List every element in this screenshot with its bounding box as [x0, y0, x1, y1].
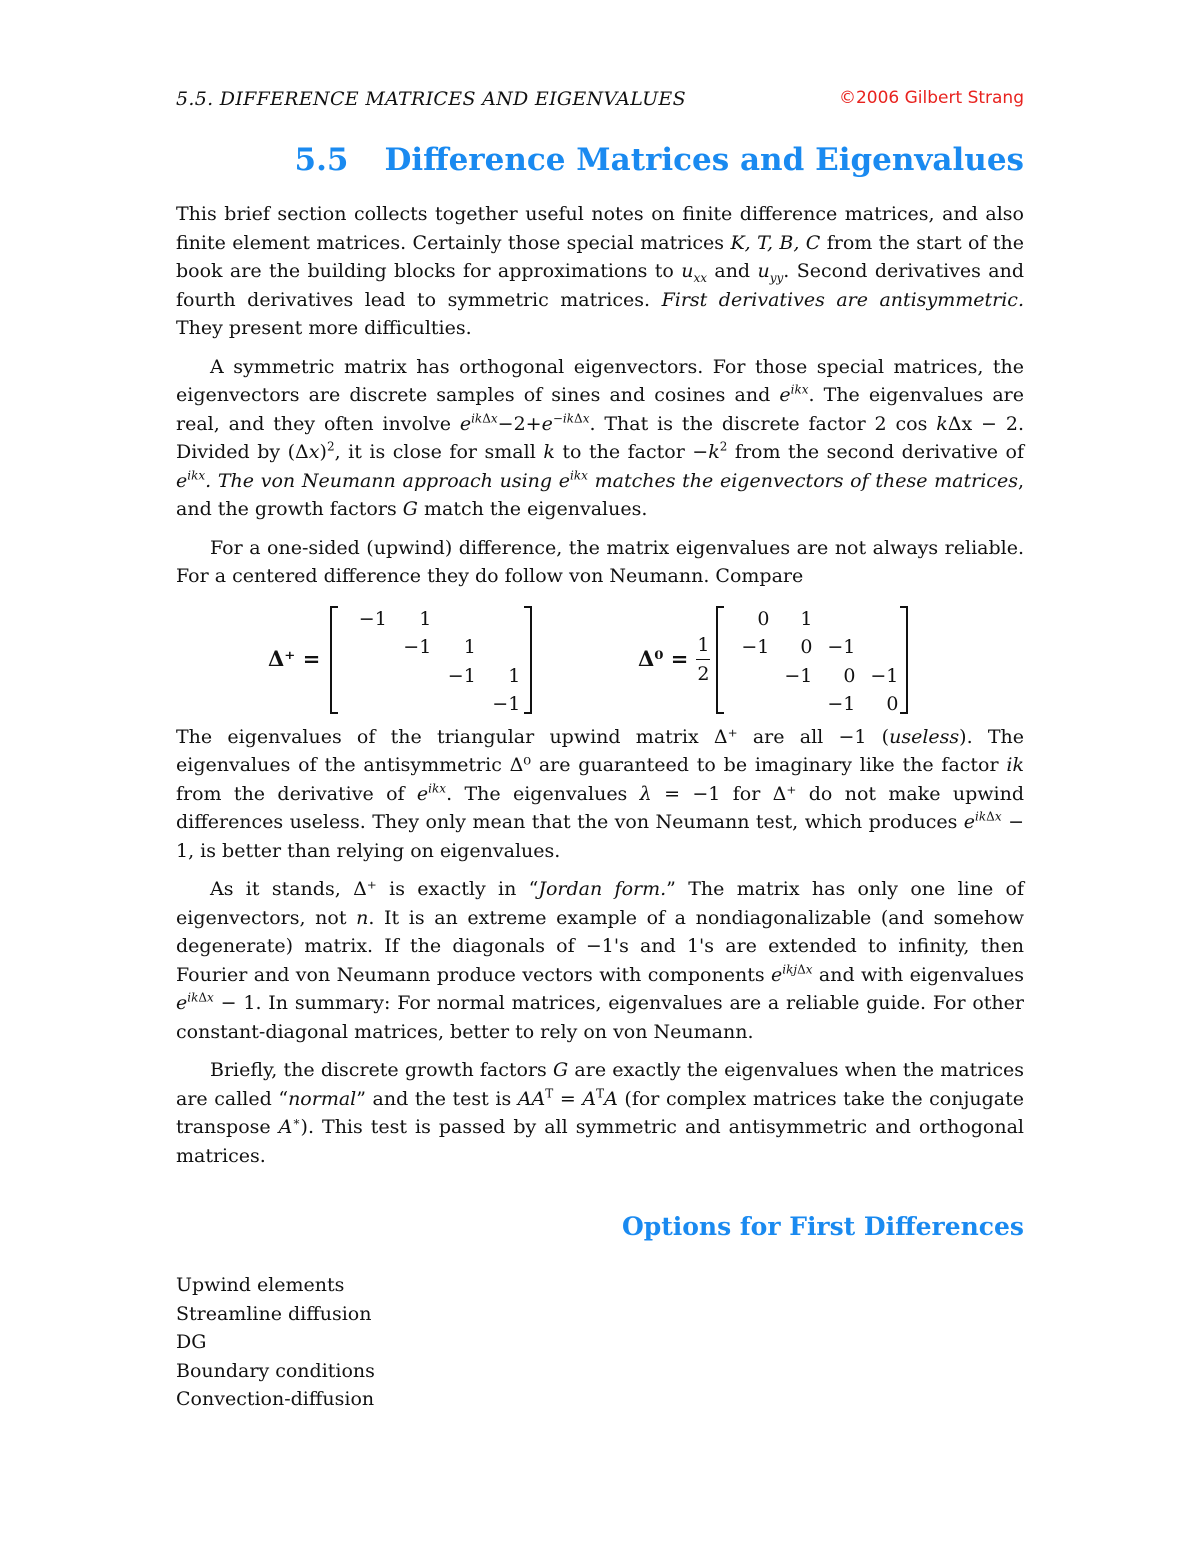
delta-plus-label: Δ⁺ = [268, 646, 321, 672]
matrix-display [176, 601, 1024, 719]
delta-zero-matrix [638, 601, 910, 719]
delta-plus-row [342, 662, 520, 691]
delta-zero-row [726, 605, 898, 634]
delta-plus-entry [342, 690, 387, 719]
delta-zero-entry [855, 605, 898, 634]
list-item: Streamline diffusion [176, 1302, 372, 1325]
paragraph-2: A symmetric matrix has orthogonal eigenvectors. For those special matrices, the eigenvectors are discrete samples of sines and cosines and $e^{ikx}$. The eigenvalues are real, and they often involve $e^{ik\Delta x}-2+e^{-ik\Delta x}$. That is the discrete factor 2 cos kΔx − 2. Divided by $(\Delta x)^2$, it is close for small k to the factor $-k^2$ from the second derivative of $e^{ikx}$. The von Neumann approach using $e^{ikx}$ matches the eigenvectors of these matrices, and the growth factors G match the eigenvalues. [176, 355, 1024, 520]
paragraph-6: Briefly, the discrete growth factors G are exactly the eigenvalues when the matrices are called “normal” and the test is $AA^T = A^TA$ (for complex matrices take the conjugate transpose A∗). This test is passed by all symmetric and antisymmetric and orthogonal matrices. [176, 1059, 1024, 1167]
one-half-fraction: $\frac{1}{2}$ [697, 633, 710, 685]
delta-plus-row [342, 633, 520, 662]
delta-plus-entry: −1 [358, 607, 387, 630]
delta-zero-entry [812, 605, 855, 634]
delta-zero-entry [726, 690, 769, 719]
delta-zero-entry [769, 690, 812, 719]
delta-plus-entry [387, 690, 432, 719]
paragraph-4: The eigenvalues of the triangular upwind matrix Δ⁺ are all −1 (useless). The eigenvalues of the antisymmetric Δ⁰ are guaranteed to be imaginary like the factor ik from the derivative of $e^{ikx}$. The eigenvalues λ = −1 for Δ⁺ do not make upwind differences useless. They only mean that the von Neumann test, which produces $e^{ik\Delta x} - 1$, is better than relying on eigenvalues. [176, 725, 1024, 862]
delta-zero-entry: 1 [800, 607, 813, 630]
delta-zero-row [726, 662, 898, 691]
delta-plus-entry: 1 [419, 607, 432, 630]
delta-plus-entry [476, 605, 521, 634]
delta-plus-entry: 1 [508, 664, 521, 687]
delta-zero-brackets [714, 605, 910, 715]
delta-zero-entry: −1 [870, 664, 899, 687]
delta-plus-row [342, 690, 520, 719]
delta-zero-entry: 0 [843, 664, 856, 687]
delta-plus-row [342, 605, 520, 634]
list-item: DG [176, 1331, 207, 1353]
body-text [176, 200, 1024, 1170]
section-title: Difference Matrices and Eigenvalues [384, 142, 1024, 178]
section-heading [176, 142, 1024, 178]
delta-zero-entry: 0 [886, 693, 899, 715]
copyright-notice: ©2006 Gilbert Strang [838, 88, 1024, 108]
delta-zero-row [726, 690, 898, 719]
paragraph-1: This brief section collects together useful notes on finite difference matrices, and also finite element matrices. Certainly those special matrices K, T, B, C from the start of the book are the building blocks for approximations to $u_{xx}$ and $u_{yy}$. Second derivatives and fourth derivatives lead to symmetric matrices. First derivatives are antisymmetric. They present more difficulties. [176, 203, 1025, 339]
paragraph-5: As it stands, Δ⁺ is exactly in “Jordan form.” The matrix has only one line of eigenvectors, not n. It is an extreme example of a nondiagonalizable (and somehow degenerate) matrix. If the diagonals of −1's and 1's are extended to infinity, then Fourier and von Neumann produce vectors with components $e^{ikj\Delta x}$ and with eigenvalues $e^{ik\Delta x} - 1$. In summary: For normal matrices, eigenvalues are a reliable guide. For other constant-diagonal matrices, better to rely on von Neumann. [176, 878, 1025, 1043]
delta-plus-entry: 1 [463, 636, 476, 658]
delta-plus-entry: −1 [492, 693, 521, 715]
delta-zero-entries [726, 605, 898, 719]
delta-plus-entries [342, 605, 520, 719]
delta-zero-entry: −1 [827, 693, 856, 715]
options-list [176, 1271, 1024, 1414]
running-title: 5.5. DIFFERENCE MATRICES AND EIGENVALUES [176, 88, 686, 110]
delta-plus-matrix [268, 601, 534, 719]
delta-zero-entry: 0 [757, 607, 770, 630]
paragraph-3: For a one-sided (upwind) difference, the matrix eigenvalues are not always reliable. For a centered difference they do follow von Neumann. Compare [176, 536, 1024, 587]
delta-plus-brackets [328, 605, 534, 715]
delta-zero-entry [855, 633, 898, 662]
delta-plus-entry [476, 633, 521, 662]
delta-zero-row [726, 633, 898, 662]
page [176, 88, 1024, 1414]
delta-plus-entry [342, 662, 387, 691]
delta-plus-entry: −1 [447, 664, 476, 687]
delta-plus-entry [431, 690, 476, 719]
delta-zero-label: Δ⁰ = [638, 646, 689, 672]
delta-plus-entry [387, 662, 432, 691]
section-number: 5.5 [294, 142, 349, 178]
subsection-heading: Options for First Differences [621, 1212, 1024, 1241]
list-item: Upwind elements [176, 1274, 345, 1296]
list-item: Boundary conditions [176, 1359, 375, 1382]
delta-zero-entry: −1 [827, 636, 856, 658]
list-item: Convection-diffusion [176, 1388, 375, 1410]
delta-zero-entry [726, 662, 769, 691]
delta-plus-entry [431, 605, 476, 634]
delta-zero-entry: −1 [784, 664, 813, 687]
delta-plus-entry: −1 [403, 636, 432, 658]
delta-plus-entry [342, 633, 387, 662]
delta-zero-entry: 0 [800, 636, 813, 658]
running-header [176, 88, 1024, 118]
delta-zero-entry: −1 [741, 636, 770, 658]
